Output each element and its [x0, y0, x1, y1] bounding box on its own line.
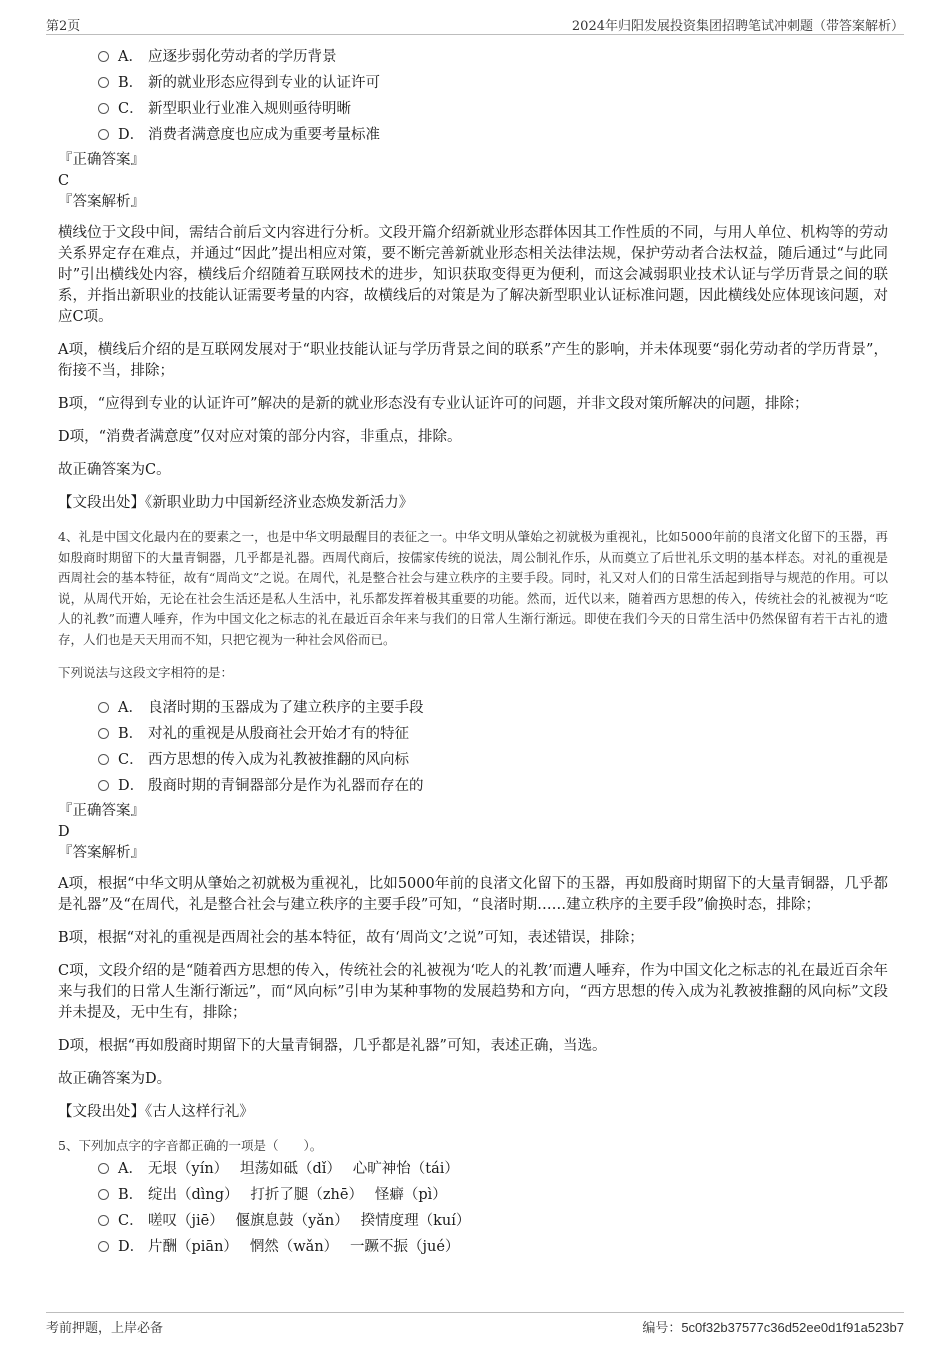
- q4-options: [98, 695, 888, 799]
- q5-option-d[interactable]: D． 片酬（piān） 惘然（wǎn） 一蹶不振（jué）: [98, 1234, 888, 1260]
- document-title: 2024年归阳发展投资集团招聘笔试冲刺题（带答案解析）: [571, 19, 904, 34]
- q3-options: [98, 44, 888, 148]
- q3-option-c[interactable]: C． 新型职业行业准入规则亟待明晰: [98, 96, 888, 122]
- q3-option-b[interactable]: B． 新的就业形态应得到专业的认证许可: [98, 70, 888, 96]
- radio-icon[interactable]: [98, 754, 109, 765]
- q5-option-a[interactable]: A． 无垠（yín） 坦荡如砥（dǐ） 心旷神怡（tái）: [98, 1156, 888, 1182]
- q4-option-a[interactable]: A． 良渚时期的玉器成为了建立秩序的主要手段: [98, 695, 888, 721]
- q4-analysis-paragraph: 故正确答案为D。: [58, 1071, 172, 1087]
- radio-icon[interactable]: [98, 103, 109, 114]
- q4-source: 【文段出处】《古人这样行礼》: [58, 1104, 254, 1120]
- q3-analysis-label: 『答案解析』: [58, 194, 145, 210]
- q3-source: 【文段出处】《新职业助力中国新经济业态焕发新活力》: [58, 495, 414, 511]
- radio-icon[interactable]: [98, 1241, 109, 1252]
- q3-answer: C: [58, 173, 70, 189]
- radio-icon[interactable]: [98, 728, 109, 739]
- q4-analysis-paragraph: B项，根据“对礼的重视是西周社会的基本特征，故有‘周尚文’之说”可知，表述错误，排除；: [58, 930, 644, 946]
- q4-option-b[interactable]: B． 对礼的重视是从殷商社会开始才有的特征: [98, 721, 888, 747]
- radio-icon[interactable]: [98, 1215, 109, 1226]
- page-footer: [46, 1312, 904, 1335]
- radio-icon[interactable]: [98, 51, 109, 62]
- code-label: 编号：: [642, 1321, 682, 1336]
- page-number: 第2页: [46, 19, 81, 34]
- q4-analysis-label: 『答案解析』: [58, 845, 145, 861]
- page-header: [46, 14, 904, 35]
- q5-question: 5、下列加点字的字音都正确的一项是（ ）。: [58, 1138, 323, 1153]
- q4-analysis-paragraph: D项，根据“再如殷商时期留下的大量青铜器，几乎都是礼器”可知，表述正确，当选。: [58, 1038, 607, 1054]
- q3-analysis-paragraph: A项，横线后介绍的是互联网发展对于“职业技能认证与学历背景之间的联系”产生的影响，并未体现要“弱化劳动者的学历背景”，衔接不当，排除；: [58, 342, 888, 379]
- document-code: [642, 1317, 904, 1336]
- q3-analysis-paragraph: D项，“消费者满意度”仅对应对策的部分内容，非重点，排除。: [58, 429, 462, 445]
- q4-analysis-paragraph: C项，文段介绍的是“随着西方思想的传入，传统社会的礼被视为‘吃人的礼教’而遭人唾弃，作为中国文化之标志的礼在最近百余年来与我们的日常人生渐行渐远”，而“风向标”引申为某种事物的发展趋势和方向，“西方思想的传入成为礼教被推翻的风向标”文段并未提及，无中生有，排除；: [58, 963, 888, 1021]
- radio-icon[interactable]: [98, 702, 109, 713]
- q5-option-b[interactable]: B． 绽出（dìng） 打折了腿（zhē） 怪癖（pì）: [98, 1182, 888, 1208]
- q3-analysis-paragraph: 故正确答案为C。: [58, 462, 171, 478]
- q3-analysis-paragraph: B项，“应得到专业的认证许可”解决的是新的就业形态没有专业认证许可的问题，并非文段对策所解决的问题，排除；: [58, 396, 809, 412]
- q4-option-c[interactable]: C． 西方思想的传入成为礼教被推翻的风向标: [98, 747, 888, 773]
- radio-icon[interactable]: [98, 129, 109, 140]
- radio-icon[interactable]: [98, 780, 109, 791]
- page-content: [58, 44, 888, 1260]
- radio-icon[interactable]: [98, 77, 109, 88]
- code-value: 5c0f32b37577c36d52ee0d1f91a523b7: [681, 1320, 904, 1335]
- radio-icon[interactable]: [98, 1163, 109, 1174]
- q4-answer: D: [58, 824, 70, 840]
- q4-question: 4、礼是中国文化最内在的要素之一，也是中华文明最醒目的表征之一。中华文明从肇始之初就极为重视礼，比如5000年前的良渚文化留下的玉器，再如殷商时期留下的大量青铜器，几乎都是礼器。西周代商后，按儒家传统的说法，周公制礼作乐，从而奠立了后世礼乐文明的基本样态。对礼的重视是西周社会的基本特征，故有“周尚文”之说。在周代，礼是整合社会与建立秩序的主要手段。同时，礼又对人们的日常生活起到指导与规范的作用。可以说，从周代开始，无论在社会生活还是私人生活中，礼乐都发挥着极其重要的功能。然而，近代以来，随着西方思想的传入，传统社会的礼被视为“吃人的礼教”而遭人唾弃，作为中国文化之标志的礼在最近百余年来与我们的日常人生渐行渐远。即使在我们今天的日常生活中仍然保留有若干古礼的遗存，人们也是天天用而不知，只把它视为一种社会风俗而已。: [58, 529, 888, 647]
- q3-option-a[interactable]: A． 应逐步弱化劳动者的学历背景: [98, 44, 888, 70]
- footer-slogan: 考前押题，上岸必备: [46, 1321, 164, 1336]
- q3-analysis-paragraph: 横线位于文段中间，需结合前后文内容进行分析。文段开篇介绍新就业形态群体因其工作性质的不同，与用人单位、机构等的劳动关系界定存在难点，并通过“因此”提出相应对策，要不断完善新就业形态相关法律法规，保护劳动者合法权益，随后通过“与此同时”引出横线处内容，横线后介绍随着互联网技术的进步，知识获取变得更为便利，而这会减弱职业技术认证与学历背景之间的联系，并指出新职业的技能认证需要考量的内容，故横线后的对策是为了解决新型职业认证标准问题，因此横线处应体现该问题，对应C项。: [58, 225, 888, 325]
- q4-analysis-paragraph: A项，根据“中华文明从肇始之初就极为重视礼，比如5000年前的良渚文化留下的玉器，再如殷商时期留下的大量青铜器，几乎都是礼器”及“在周代，礼是整合社会与建立秩序的主要手段”可知，“良渚时期……建立秩序的主要手段”偷换时态，排除；: [58, 876, 888, 913]
- q4-answer-label: 『正确答案』: [58, 803, 145, 819]
- q3-option-d[interactable]: D． 消费者满意度也应成为重要考量标准: [98, 122, 888, 148]
- q4-stem: 下列说法与这段文字相符的是：: [58, 665, 234, 680]
- radio-icon[interactable]: [98, 1189, 109, 1200]
- q5-option-c[interactable]: C． 嗟叹（jiē） 偃旗息鼓（yǎn） 揆情度理（kuí）: [98, 1208, 888, 1234]
- q3-answer-label: 『正确答案』: [58, 152, 145, 168]
- q5-options: [98, 1156, 888, 1260]
- q4-option-d[interactable]: D． 殷商时期的青铜器部分是作为礼器而存在的: [98, 773, 888, 799]
